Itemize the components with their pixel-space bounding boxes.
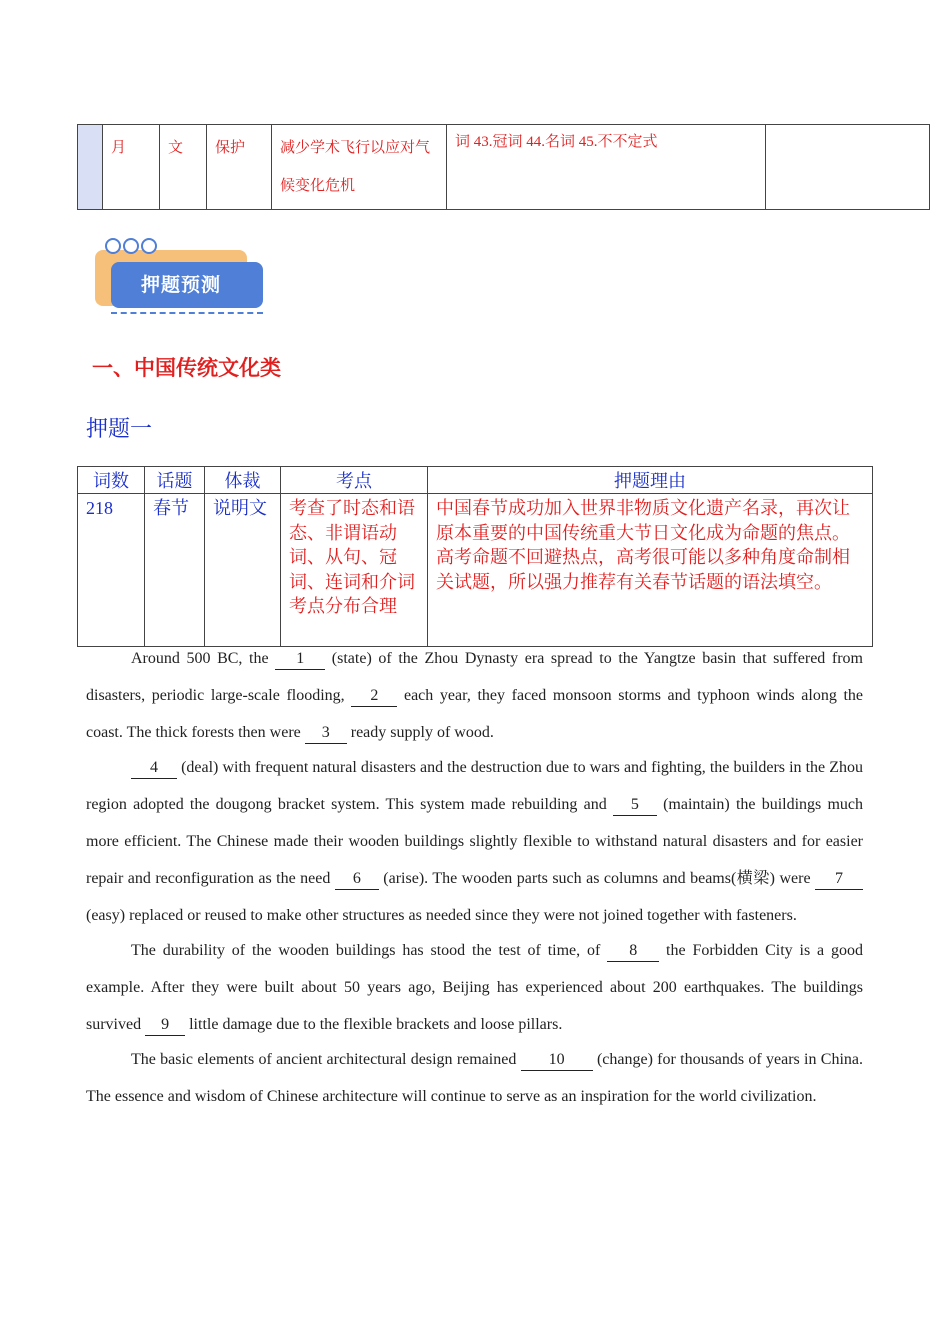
header-reason: 押题理由 xyxy=(428,467,873,494)
cell-reason: 中国春节成功加入世界非物质文化遗产名录，再次让原本重要的中国传统重大节日文化成为命题的焦点。高考命题不回避热点，高考很可能以多种角度命制相关试题，所以强力推荐有关春节话题的语法填空。 xyxy=(428,494,873,647)
text: Around 500 BC, the xyxy=(131,650,276,667)
ring-icon xyxy=(141,238,157,254)
blank-4[interactable]: 4 xyxy=(131,758,177,779)
cell-points: 考查了时态和语态、非谓语动词、从句、冠词、连词和介词考点分布合理 xyxy=(281,494,428,647)
blank-7[interactable]: 7 xyxy=(815,869,863,890)
badge-dash xyxy=(111,312,263,314)
blank-2[interactable]: 2 xyxy=(351,686,397,707)
paragraph-3 xyxy=(86,932,863,1043)
header-genre: 体裁 xyxy=(205,467,281,494)
blank-8[interactable]: 8 xyxy=(607,941,659,962)
section-heading: 一、中国传统文化类 xyxy=(92,356,281,380)
blank-1[interactable]: 1 xyxy=(275,649,325,670)
text: (deal) with frequent natural disasters and the destruction due to wars and fighting, the builders in the Zhou region adopted the dougong bracket system. This system made rebuilding and xyxy=(86,759,863,813)
ring-icon xyxy=(105,238,121,254)
blank-9[interactable]: 9 xyxy=(145,1015,185,1036)
blank-6[interactable]: 6 xyxy=(335,869,379,890)
cell-genre: 文 xyxy=(160,125,207,210)
header-word-count: 词数 xyxy=(78,467,145,494)
prediction-badge xyxy=(93,238,265,322)
badge-label: 押题预测 xyxy=(111,262,263,308)
info-table xyxy=(77,466,873,647)
text: (state) of the Zhou Dynasty era spread to the Yangtze basin that suffered from disasters, periodic large-scale flooding, xyxy=(86,650,863,704)
text: ready supply of wood. xyxy=(346,724,494,741)
passage xyxy=(86,640,863,1113)
cell-empty xyxy=(766,125,930,210)
shaded-cell xyxy=(78,125,103,210)
cell-word-count: 218 xyxy=(78,494,145,647)
cell-topic: 春节 xyxy=(145,494,205,647)
text: (maintain) the buildings much more efficient. The Chinese made their wooden buildings slightly flexible to withstand natural disasters and for easier repair and reconfiguration as the need xyxy=(86,796,863,887)
text: The durability of the wooden buildings has stood the test of time, of xyxy=(131,942,608,959)
blank-10[interactable]: 10 xyxy=(521,1050,593,1071)
paragraph-1 xyxy=(86,640,863,751)
cell-points: 词 43.冠词 44.名词 45.不不定式 xyxy=(447,125,766,210)
text: (change) for thousands of years in China. The essence and wisdom of Chinese architecture will continue to serve as an inspiration for the world civilization. xyxy=(86,1051,863,1105)
text: (arise). The wooden parts such as columns and beams(横梁) were xyxy=(378,870,815,887)
text: each year, they faced monsoon storms and typhoon winds along the coast. The thick forests then were xyxy=(86,687,864,741)
text: The basic elements of ancient architectural design remained xyxy=(131,1051,521,1068)
blank-3[interactable]: 3 xyxy=(305,723,347,744)
previous-table-row xyxy=(77,124,930,210)
cell-topic: 保护 xyxy=(207,125,272,210)
cell-month: 月 xyxy=(103,125,160,210)
header-topic: 话题 xyxy=(145,467,205,494)
paragraph-2 xyxy=(86,749,863,934)
text: the Forbidden City is a good example. After they were built about 50 years ago, Beijing has experienced about 200 earthquakes. The buildings survived xyxy=(86,942,864,1033)
paragraph-4 xyxy=(86,1041,863,1115)
cell-title: 减少学术飞行以应对气候变化危机 xyxy=(272,125,447,210)
text: little damage due to the flexible brackets and loose pillars. xyxy=(185,1016,563,1033)
blank-5[interactable]: 5 xyxy=(613,795,657,816)
sub-heading: 押题一 xyxy=(86,417,153,442)
cell-genre: 说明文 xyxy=(205,494,281,647)
ring-icon xyxy=(123,238,139,254)
text: (easy) replaced or reused to make other structures as needed since they were not joined together with fasteners. xyxy=(86,907,797,924)
header-points: 考点 xyxy=(281,467,428,494)
